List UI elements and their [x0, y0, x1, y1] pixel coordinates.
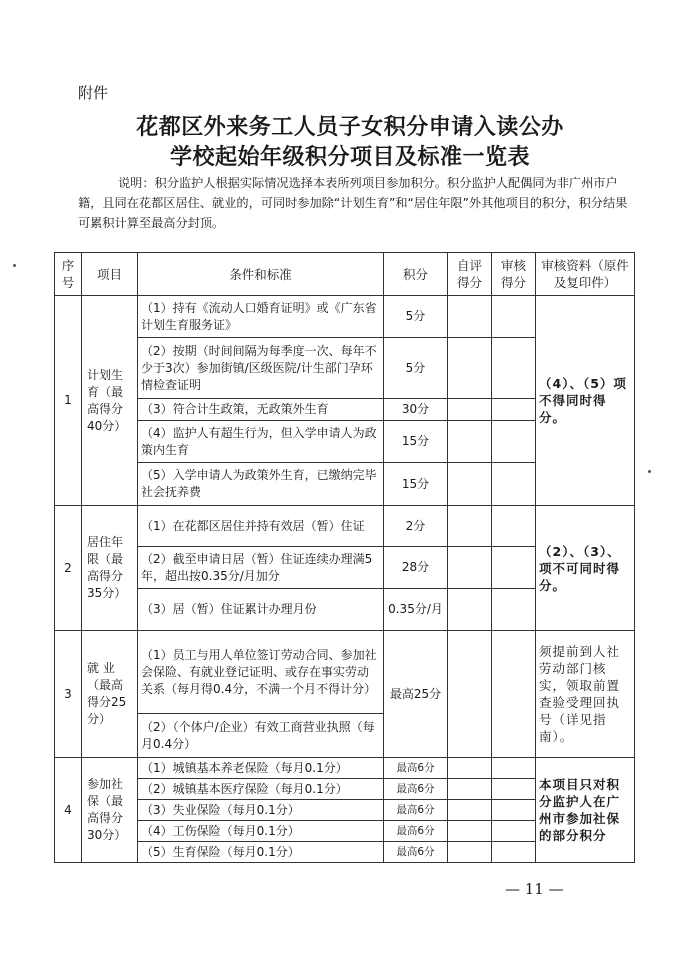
- audit-score-cell[interactable]: [492, 589, 536, 631]
- page-title-line1: 花都区外来务工人员子女积分申请入读公办: [136, 115, 564, 140]
- self-score-cell[interactable]: [448, 800, 492, 821]
- page-number: — 11 —: [505, 880, 564, 898]
- explanation-text: 说明：积分监护人根据实际情况选择本表所列项目参加积分。积分监护人配偶同为非广州市户籍，且同在花都区居住、就业的，可同时参加除“计划生育”和“居住年限”外其他项目的积分，积分结果可累积计算至最高分封顶。: [78, 176, 628, 230]
- self-score-cell[interactable]: [448, 506, 492, 547]
- self-score-cell[interactable]: [448, 631, 492, 758]
- attachment-label: 附件: [78, 84, 109, 102]
- score-cell: 5分: [384, 338, 448, 399]
- seq-cell: 1: [55, 296, 82, 506]
- score-cell: 最高25分: [384, 631, 448, 758]
- seq-cell: 2: [55, 506, 82, 631]
- self-score-cell[interactable]: [448, 758, 492, 779]
- self-score-cell[interactable]: [448, 547, 492, 589]
- score-cell: 28分: [384, 547, 448, 589]
- header-item: 项目: [82, 253, 138, 296]
- header-score: 积分: [384, 253, 448, 296]
- condition-cell: （2）城镇基本医疗保险（每月0.1分）: [138, 779, 384, 800]
- item-cell: 居住年限（最高得分35分）: [82, 506, 138, 631]
- score-cell: 最高6分: [384, 758, 448, 779]
- audit-score-cell[interactable]: [492, 779, 536, 800]
- condition-cell: （5）入学申请人为政策外生育，已缴纳完毕社会抚养费: [138, 463, 384, 506]
- score-cell: 30分: [384, 399, 448, 421]
- audit-score-cell[interactable]: [492, 463, 536, 506]
- scan-speck: [648, 470, 651, 473]
- condition-cell: （2）（个体户/企业）有效工商营业执照（每月0.4分）: [138, 714, 384, 758]
- condition-cell: （1）员工与用人单位签订劳动合同、参加社会保险、有就业登记证明、或存在事实劳动关系（每月得0.4分，不满一个月不得计分）: [138, 631, 384, 714]
- score-cell: 最高6分: [384, 821, 448, 842]
- header-seq: 序号: [55, 253, 82, 296]
- audit-score-cell[interactable]: [492, 547, 536, 589]
- condition-cell: （3）符合计生政策，无政策外生育: [138, 399, 384, 421]
- header-self-score: 自评得分: [448, 253, 492, 296]
- scan-speck: [13, 264, 16, 267]
- table-header-row: [55, 253, 635, 296]
- audit-score-cell[interactable]: [492, 399, 536, 421]
- condition-cell: （1）在花都区居住并持有效居（暂）住证: [138, 506, 384, 547]
- condition-cell: （1）持有《流动人口婚育证明》或《广东省计划生育服务证》: [138, 296, 384, 338]
- page-title-line2: 学校起始年级积分项目及标准一览表: [169, 145, 530, 170]
- table-row: [55, 631, 635, 714]
- seq-cell: 4: [55, 758, 82, 863]
- table-row: [55, 506, 635, 547]
- condition-cell: （3）失业保险（每月0.1分）: [138, 800, 384, 821]
- self-score-cell[interactable]: [448, 779, 492, 800]
- header-materials: 审核资料（原件及复印件）: [536, 253, 635, 296]
- item-cell: 参加社保（最高得分30分）: [82, 758, 138, 863]
- audit-score-cell[interactable]: [492, 296, 536, 338]
- audit-score-cell[interactable]: [492, 821, 536, 842]
- materials-cell: （2）、（3）、项不可同时得分。: [536, 506, 635, 631]
- self-score-cell[interactable]: [448, 399, 492, 421]
- condition-cell: （4）工伤保险（每月0.1分）: [138, 821, 384, 842]
- condition-cell: （2）截至申请日居（暂）住证连续办理满5年，超出按0.35分/月加分: [138, 547, 384, 589]
- explanation-note: [78, 173, 630, 233]
- score-cell: 0.35分/月: [384, 589, 448, 631]
- audit-score-cell[interactable]: [492, 506, 536, 547]
- condition-cell: （3）居（暂）住证累计办理月份: [138, 589, 384, 631]
- audit-score-cell[interactable]: [492, 758, 536, 779]
- item-cell: 计划生育（最高得分40分）: [82, 296, 138, 506]
- condition-cell: （5）生育保险（每月0.1分）: [138, 842, 384, 863]
- self-score-cell[interactable]: [448, 296, 492, 338]
- score-cell: 最高6分: [384, 842, 448, 863]
- self-score-cell[interactable]: [448, 463, 492, 506]
- condition-cell: （2）按期（时间间隔为每季度一次、每年不少于3次）参加街镇/区级医院/计生部门孕环情检查证明: [138, 338, 384, 399]
- header-condition: 条件和标准: [138, 253, 384, 296]
- self-score-cell[interactable]: [448, 589, 492, 631]
- table-row: [55, 758, 635, 779]
- audit-score-cell[interactable]: [492, 842, 536, 863]
- self-score-cell[interactable]: [448, 821, 492, 842]
- self-score-cell[interactable]: [448, 421, 492, 463]
- seq-cell: 3: [55, 631, 82, 758]
- score-cell: 最高6分: [384, 779, 448, 800]
- audit-score-cell[interactable]: [492, 338, 536, 399]
- header-audit-score: 审核得分: [492, 253, 536, 296]
- score-standard-table: [54, 252, 635, 863]
- audit-score-cell[interactable]: [492, 800, 536, 821]
- self-score-cell[interactable]: [448, 338, 492, 399]
- materials-cell: 本项目只对积分监护人在广州市参加社保的部分积分: [536, 758, 635, 863]
- score-cell: 15分: [384, 463, 448, 506]
- score-cell: 最高6分: [384, 800, 448, 821]
- table-row: [55, 296, 635, 338]
- score-cell: 2分: [384, 506, 448, 547]
- self-score-cell[interactable]: [448, 842, 492, 863]
- materials-cell: （4）、（5）项不得同时得分。: [536, 296, 635, 506]
- item-cell: 就 业（最高得分25分）: [82, 631, 138, 758]
- audit-score-cell[interactable]: [492, 421, 536, 463]
- materials-cell: 须提前到人社劳动部门核实，领取前置查验受理回执号（详见指南）。: [536, 631, 635, 758]
- score-cell: 5分: [384, 296, 448, 338]
- condition-cell: （1）城镇基本养老保险（每月0.1分）: [138, 758, 384, 779]
- condition-cell: （4）监护人有超生行为，但入学申请人为政策内生育: [138, 421, 384, 463]
- audit-score-cell[interactable]: [492, 631, 536, 758]
- score-cell: 15分: [384, 421, 448, 463]
